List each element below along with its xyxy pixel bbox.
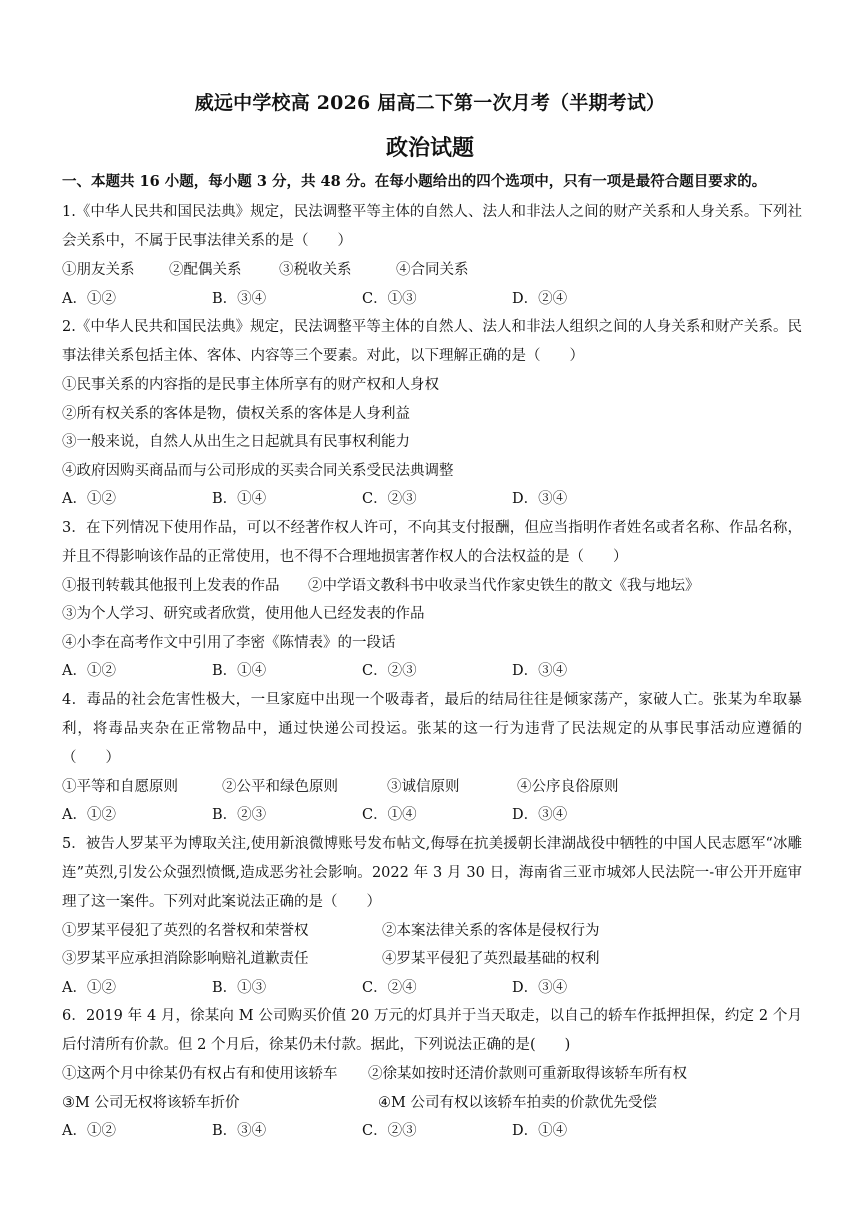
statement: ②本案法律关系的客体是侵权行为 [382, 922, 600, 939]
statement: ①朋友关系 [62, 262, 135, 278]
option-d[interactable]: D．②④ [512, 290, 568, 307]
questions-list [62, 198, 802, 1146]
option-b[interactable]: B．③④ [212, 1123, 267, 1139]
option-row [62, 485, 802, 514]
option-a[interactable]: A．①② [62, 807, 116, 823]
option-b[interactable]: B．①④ [212, 491, 267, 507]
question-stem: 5．被告人罗某平为博取关注,使用新浪微博账号发布帖文,侮辱在抗美援朝长津湖战役中牺牲的中国人民志愿军“冰雕连”英烈,引发公众强烈愤慨,造成恶劣社会影响。2022 年 3 月 30 日，海南省三亚市城郊人民法院一-审公开开庭审理了这一案件。下列对此案说法正确的是（ ） [62, 835, 802, 910]
question-stem: 1.《中华人民共和国民法典》规定，民法调整平等主体的自然人、法人和非法人之间的财产关系和人身关系。下列社会关系中，不属于民事法律关系的是（ ） [62, 204, 802, 249]
option-row [62, 285, 802, 314]
statement: ④小李在高考作文中引用了李密《陈情表》的一段话 [62, 634, 396, 651]
option-d[interactable]: D．③④ [512, 663, 568, 679]
question-4 [62, 686, 802, 830]
option-b[interactable]: B．①③ [212, 979, 267, 996]
question-5 [62, 830, 802, 1003]
statement: ③诚信原则 [387, 778, 460, 795]
subject-title: 政治试题 [385, 135, 474, 161]
question-6 [62, 1002, 802, 1146]
question-stem: 6．2019 年 4 月，徐某向 M 公司购买价值 20 万元的灯具并于当天取走，以自己的轿车作抵押担保，约定 2 个月后付清所有价款。但 2 个月后，徐某仍未付款。据此，下列说法正确的是( ) [62, 1008, 802, 1053]
option-b[interactable]: B．①④ [212, 663, 267, 679]
question-stem: 4．毒品的社会危害性极大，一旦家庭中出现一个吸毒者，最后的结局往往是倾家荡产，家破人亡。张某为牟取暴利，将毒品夹杂在正常物品中，通过快递公司投运。张某的这一行为违背了民法规定的从事民事活动应遵循的（ ） [62, 691, 802, 766]
option-c[interactable]: C．②③ [362, 1123, 417, 1139]
statement: ③罗某平应承担消除影响赔礼道歉责任 [62, 951, 309, 967]
option-a[interactable]: A．①② [62, 290, 116, 307]
statement: ③为个人学习、研究或者欣赏，使用他人已经发表的作品 [62, 606, 425, 622]
statement-row [62, 1060, 802, 1089]
statement: ①平等和自愿原则 [62, 778, 178, 795]
statement-row [62, 773, 802, 802]
statement: ②徐某如按时还清价款则可重新取得该轿车所有权 [368, 1066, 687, 1082]
question-1 [62, 198, 802, 313]
option-c[interactable]: C．②③ [362, 491, 417, 507]
option-c[interactable]: C．①③ [362, 290, 417, 307]
option-d[interactable]: D．①④ [512, 1123, 568, 1139]
statement: ②配偶关系 [169, 262, 242, 278]
option-d[interactable]: D．③④ [512, 979, 568, 996]
option-b[interactable]: B．③④ [212, 290, 267, 307]
statement: ①报刊转载其他报刊上发表的作品 [62, 577, 280, 594]
statement: ②所有权关系的客体是物，债权关系的客体是人身利益 [62, 405, 410, 422]
statement: ④罗某平侵犯了英烈最基础的权利 [382, 951, 600, 967]
statement-row [62, 572, 802, 601]
statement: ③税收关系 [279, 262, 352, 278]
option-row [62, 974, 802, 1003]
option-c[interactable]: C．②④ [362, 979, 417, 996]
statement: ④M 公司有权以该轿车拍卖的价款优先受偿 [378, 1094, 657, 1111]
option-row [62, 1117, 802, 1146]
statement: ④合同关系 [396, 262, 469, 278]
section-instructions: 一、本题共 16 小题，每小题 3 分，共 48 分。在每小题给出的四个选项中，只有一项是最符合题目要求的。 [62, 173, 767, 190]
option-d[interactable]: D．③④ [512, 807, 568, 823]
option-d[interactable]: D．③④ [512, 491, 568, 507]
option-c[interactable]: C．②③ [362, 663, 417, 679]
statement-row [62, 256, 802, 285]
statement: ②公平和绿色原则 [222, 778, 338, 795]
question-2 [62, 313, 802, 514]
statement: ①罗某平侵犯了英烈的名誉权和荣誉权 [62, 922, 309, 939]
option-a[interactable]: A．①② [62, 491, 116, 507]
question-stem: 3．在下列情况下使用作品，可以不经著作权人许可，不向其支付报酬，但应当指明作者姓名或者名称、作品名称，并且不得影响该作品的正常使用，也不得不合理地损害著作权人的合法权益的是（ ） [62, 519, 802, 565]
statement: ①这两个月中徐某仍有权占有和使用该轿车 [62, 1066, 338, 1082]
statement-row [62, 945, 802, 974]
statement: ②中学语文教科书中收录当代作家史铁生的散文《我与地坛》 [308, 577, 700, 594]
statement: ④公序良俗原则 [517, 778, 619, 795]
option-a[interactable]: A．①② [62, 1123, 116, 1139]
question-3 [62, 514, 802, 686]
exam-title: 威远中学校高 2026 届高二下第一次月考（半期考试） [194, 92, 666, 114]
option-row [62, 801, 802, 830]
option-a[interactable]: A．①② [62, 663, 116, 679]
statement: ③M 公司无权将该轿车折价 [62, 1094, 240, 1111]
statement: ③一般来说，自然人从出生之日起就具有民事权利能力 [62, 434, 410, 450]
option-c[interactable]: C．①④ [362, 807, 417, 823]
statement-row [62, 1089, 802, 1118]
option-a[interactable]: A．①② [62, 979, 116, 996]
statement: ④政府因购买商品而与公司形成的买卖合同关系受民法典调整 [62, 462, 454, 479]
statement: ①民事关系的内容指的是民事主体所享有的财产权和人身权 [62, 377, 439, 393]
statement-row [62, 917, 802, 946]
question-stem: 2.《中华人民共和国民法典》规定，民法调整平等主体的自然人、法人和非法人组织之间的人身关系和财产关系。民事法律关系包括主体、客体、内容等三个要素。对此，以下理解正确的是（ ） [62, 319, 802, 364]
option-b[interactable]: B．②③ [212, 807, 267, 823]
option-row [62, 657, 802, 686]
